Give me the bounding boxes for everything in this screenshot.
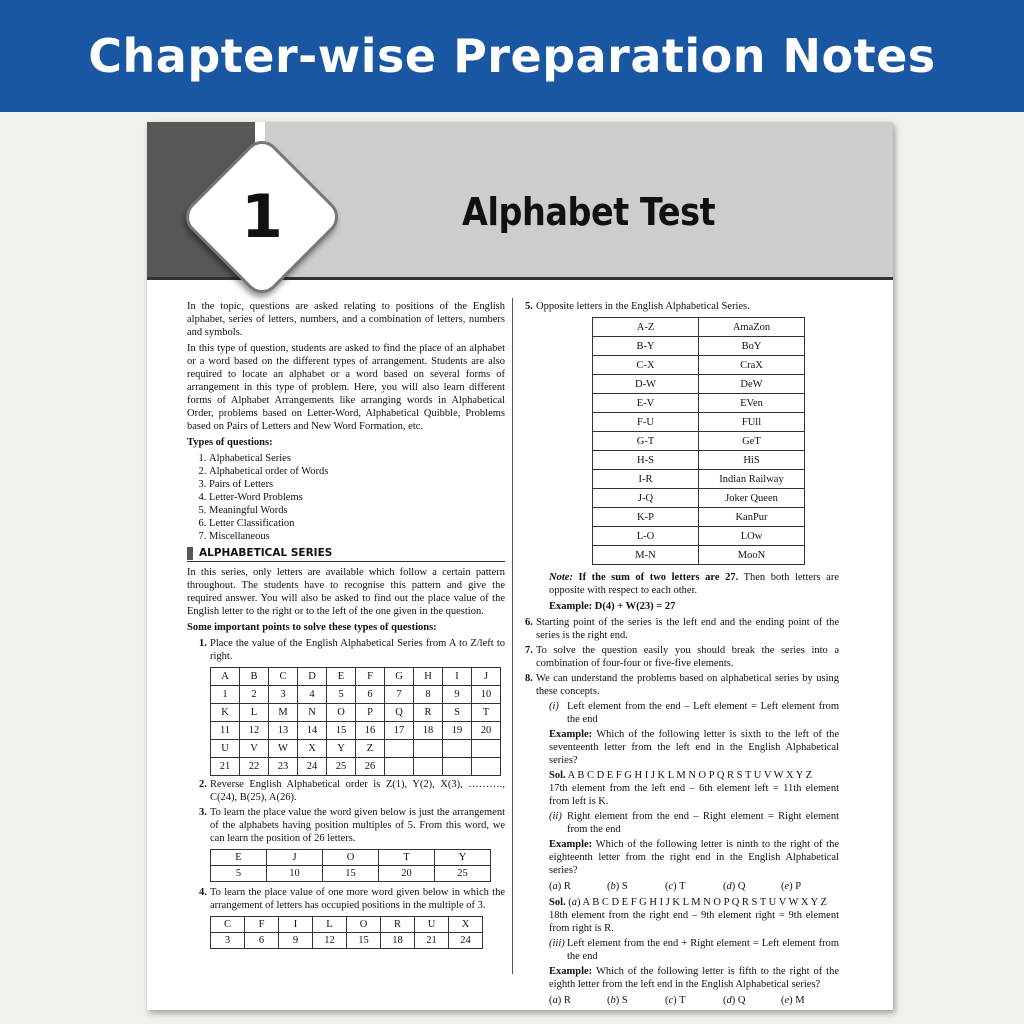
- table-cell: KanPur: [699, 508, 805, 527]
- type-item: 7. Miscellaneous: [209, 530, 505, 543]
- type-item: 3. Pairs of Letters: [209, 478, 505, 491]
- table-cell: K: [211, 704, 240, 722]
- concept-iii: (iii) Left element from the end + Right element = Left element from the end: [549, 938, 839, 962]
- table-row: [211, 722, 501, 740]
- table-cell: C-X: [593, 356, 699, 375]
- table-cell: F: [356, 668, 385, 686]
- table-cell: R: [414, 704, 443, 722]
- point-2: 2. Reverse English Alphabetical order is Z(1), Y(2), X(3), ………., C(24), B(25), A(26).: [199, 779, 505, 803]
- answer-option: (d) Q: [723, 881, 746, 892]
- table-cell: C: [211, 917, 245, 933]
- table-row: [211, 704, 501, 722]
- point-7: 7. To solve the question easily you should break the series into a combination of four-four or five-five elements.: [525, 645, 839, 669]
- answer-option: (b) S: [607, 995, 628, 1006]
- table-cell: D: [298, 668, 327, 686]
- solution-2-series: Sol. (a) A B C D E F G H I J K L M N O P Q R S T U V W X Y Z: [549, 897, 827, 908]
- table-cell: X: [449, 917, 483, 933]
- table-cell: 25: [435, 866, 491, 882]
- table-row: [211, 850, 491, 866]
- book-page: [147, 122, 893, 1010]
- table-cell: I: [443, 668, 472, 686]
- intro-paragraph-1: In the topic, questions are asked relating to positions of the English alphabet, series of letters, numbers, and a combination of letters, numbers and symbols.: [187, 301, 505, 338]
- table-cell: 5: [211, 866, 267, 882]
- section-paragraph: In this series, only letters are available which follow a certain pattern throughout. The students have to recognise this pattern and give the required answer. You will also be asked to find out the place value of the English letter to the right or to the left of the one given in the question.: [187, 567, 505, 617]
- table-cell: 13: [269, 722, 298, 740]
- table-cell: R: [381, 917, 415, 933]
- table-cell: [443, 758, 472, 776]
- table-row: [211, 866, 491, 882]
- table-cell: I: [279, 917, 313, 933]
- table-row: [593, 337, 805, 356]
- table-cell: DeW: [699, 375, 805, 394]
- answer-option: (a) R: [549, 881, 571, 892]
- table-cell: CraX: [699, 356, 805, 375]
- answer-option: (e) P: [781, 881, 802, 892]
- table-cell: [385, 758, 414, 776]
- multiples-of-5-table: [210, 849, 491, 882]
- table-cell: BoY: [699, 337, 805, 356]
- table-cell: 16: [356, 722, 385, 740]
- concept-ii: (ii) Right element from the end – Right element = Right element from the end: [549, 811, 839, 835]
- table-row: [593, 413, 805, 432]
- table-row: [593, 375, 805, 394]
- table-cell: K-P: [593, 508, 699, 527]
- types-heading: Types of questions:: [187, 437, 273, 448]
- table-cell: 9: [443, 686, 472, 704]
- note: Note: If the sum of two letters are 27. Then both letters are opposite with respect to each other.: [549, 572, 840, 596]
- note-example: Example: D(4) + W(23) = 27: [549, 601, 676, 612]
- table-cell: 20: [379, 866, 435, 882]
- table-cell: P: [356, 704, 385, 722]
- answer-option: (a) R: [549, 995, 571, 1006]
- table-cell: T: [379, 850, 435, 866]
- table-cell: 22: [240, 758, 269, 776]
- table-cell: 15: [327, 722, 356, 740]
- table-cell: 6: [356, 686, 385, 704]
- table-cell: 9: [279, 933, 313, 949]
- opposite-letters-table: [592, 317, 805, 565]
- table-cell: 24: [298, 758, 327, 776]
- table-cell: L: [313, 917, 347, 933]
- table-row: [211, 686, 501, 704]
- table-cell: H-S: [593, 451, 699, 470]
- point-1: 1. Place the value of the English Alphabetical Series from A to Z/left to right.: [199, 638, 505, 662]
- table-cell: GeT: [699, 432, 805, 451]
- table-cell: 18: [381, 933, 415, 949]
- table-cell: Y: [435, 850, 491, 866]
- table-cell: LOw: [699, 527, 805, 546]
- table-cell: S: [443, 704, 472, 722]
- table-row: [593, 489, 805, 508]
- table-cell: 6: [245, 933, 279, 949]
- answer-option: (c) T: [665, 995, 686, 1006]
- table-cell: 17: [385, 722, 414, 740]
- table-row: [593, 470, 805, 489]
- table-cell: MooN: [699, 546, 805, 565]
- table-cell: 15: [347, 933, 381, 949]
- table-cell: 23: [269, 758, 298, 776]
- table-cell: I-R: [593, 470, 699, 489]
- table-cell: 10: [472, 686, 501, 704]
- top-banner: [0, 0, 1024, 112]
- table-cell: 2: [240, 686, 269, 704]
- table-cell: 1: [211, 686, 240, 704]
- table-cell: 15: [323, 866, 379, 882]
- left-column: [187, 300, 505, 951]
- table-cell: 7: [385, 686, 414, 704]
- table-cell: M-N: [593, 546, 699, 565]
- table-cell: 12: [240, 722, 269, 740]
- intro-paragraph-2: In this type of question, students are asked to find the place of an alphabet or a word based on the different types of arrangement. Students are also required to locate an alphabet or a word based on several forms of arrangement in this type of problem. Here, you will also learn different forms of Alphabet Arrangements like arranging words in Alphabetical Order, problems based on Letter-Word, Alphabetical Quibble, Problems based on Pairs of Letters and New Word Formation, etc.: [187, 343, 505, 432]
- table-cell: 14: [298, 722, 327, 740]
- table-cell: 12: [313, 933, 347, 949]
- chapter-title: Alphabet Test: [462, 190, 716, 234]
- table-cell: L-O: [593, 527, 699, 546]
- table-cell: 21: [415, 933, 449, 949]
- table-row: [593, 546, 805, 565]
- example-1: Example: Which of the following letter is sixth to the left of the seventeenth letter from the left end in the English Alphabetical series?: [549, 729, 839, 766]
- point-8: 8. We can understand the problems based on alphabetical series by using these concepts.: [525, 673, 839, 697]
- table-cell: 4: [298, 686, 327, 704]
- example-2: Example: Which of the following letter is ninth to the right of the eighteenth letter from the right end in the English Alphabetical series?: [549, 839, 839, 876]
- alphabet-position-table: [210, 667, 501, 776]
- table-cell: 18: [414, 722, 443, 740]
- table-cell: 25: [327, 758, 356, 776]
- table-cell: Z: [356, 740, 385, 758]
- point-5: 5. Opposite letters in the English Alphabetical Series.: [525, 301, 750, 312]
- table-cell: B-Y: [593, 337, 699, 356]
- table-row: [593, 318, 805, 337]
- column-divider: [512, 298, 513, 974]
- solution-1-calc: 17th element from the left end – 6th element left = 11th element from left is K.: [549, 783, 839, 807]
- table-cell: F: [245, 917, 279, 933]
- table-cell: FUll: [699, 413, 805, 432]
- table-cell: 5: [327, 686, 356, 704]
- answer-option: (c) T: [665, 881, 686, 892]
- table-cell: 8: [414, 686, 443, 704]
- answer-option: (b) S: [607, 881, 628, 892]
- table-cell: HiS: [699, 451, 805, 470]
- solution-2-calc: 18th element from the right end – 9th element right = 9th element from right is R.: [549, 910, 839, 934]
- table-row: [211, 740, 501, 758]
- answer-option: (e) M: [781, 995, 805, 1006]
- type-item: 6. Letter Classification: [209, 517, 505, 530]
- banner-title: Chapter-wise Preparation Notes: [88, 29, 936, 83]
- multiples-of-3-table: [210, 916, 483, 949]
- table-cell: V: [240, 740, 269, 758]
- table-cell: 20: [472, 722, 501, 740]
- table-cell: A: [211, 668, 240, 686]
- point-3: 3. To learn the place value the word given below is just the arrangement of the alphabets having position multiples of 5. From this word, we can learn the position of 26 letters.: [199, 807, 505, 844]
- table-cell: 21: [211, 758, 240, 776]
- table-cell: B: [240, 668, 269, 686]
- table-row: [593, 527, 805, 546]
- table-row: [211, 933, 483, 949]
- section-heading: ALPHABETICAL SERIES: [187, 547, 505, 562]
- table-cell: 10: [267, 866, 323, 882]
- table-cell: T: [472, 704, 501, 722]
- table-cell: [472, 740, 501, 758]
- table-cell: G-T: [593, 432, 699, 451]
- table-cell: F-U: [593, 413, 699, 432]
- table-cell: 26: [356, 758, 385, 776]
- point-4: 4. To learn the place value of one more word given below in which the arrangement of letters has occupied positions in the multiple of 3.: [199, 887, 505, 911]
- table-cell: 24: [449, 933, 483, 949]
- answer-option: (d) Q: [723, 995, 746, 1006]
- table-cell: E-V: [593, 394, 699, 413]
- table-row: [593, 394, 805, 413]
- table-row: [593, 451, 805, 470]
- table-cell: [385, 740, 414, 758]
- table-cell: W: [269, 740, 298, 758]
- table-cell: O: [327, 704, 356, 722]
- points-heading: Some important points to solve these types of questions:: [187, 622, 437, 633]
- table-cell: J-Q: [593, 489, 699, 508]
- table-cell: [472, 758, 501, 776]
- table-cell: [414, 740, 443, 758]
- table-cell: [414, 758, 443, 776]
- table-cell: [443, 740, 472, 758]
- right-column: [525, 300, 839, 1010]
- table-cell: Y: [327, 740, 356, 758]
- table-cell: O: [323, 850, 379, 866]
- concept-i: (i) Left element from the end – Left element = Left element from the end: [549, 701, 839, 725]
- table-cell: 19: [443, 722, 472, 740]
- table-cell: D-W: [593, 375, 699, 394]
- table-cell: M: [269, 704, 298, 722]
- table-cell: U: [415, 917, 449, 933]
- table-cell: 3: [211, 933, 245, 949]
- type-item: 2. Alphabetical order of Words: [209, 465, 505, 478]
- solution-1-series: Sol. A B C D E F G H I J K L M N O P Q R S T U V W X Y Z: [549, 770, 813, 781]
- table-cell: O: [347, 917, 381, 933]
- type-item: 4. Letter-Word Problems: [209, 491, 505, 504]
- example-3-options: [549, 994, 839, 1007]
- table-cell: C: [269, 668, 298, 686]
- table-cell: N: [298, 704, 327, 722]
- table-cell: A-Z: [593, 318, 699, 337]
- example-3: Example: Which of the following letter is fifth to the right of the eighth letter from the left end in the English Alphabetical series?: [549, 966, 839, 990]
- table-cell: J: [267, 850, 323, 866]
- table-cell: AmaZon: [699, 318, 805, 337]
- example-2-options: [549, 880, 839, 893]
- table-cell: E: [211, 850, 267, 866]
- table-cell: Q: [385, 704, 414, 722]
- type-item: 1. Alphabetical Series: [209, 452, 505, 465]
- table-cell: Indian Railway: [699, 470, 805, 489]
- point-6: 6. Starting point of the series is the left end and the ending point of the series is the right end.: [525, 617, 839, 641]
- table-cell: X: [298, 740, 327, 758]
- table-cell: 11: [211, 722, 240, 740]
- chapter-number: 1: [241, 182, 283, 252]
- table-cell: EVen: [699, 394, 805, 413]
- table-row: [211, 668, 501, 686]
- table-row: [593, 508, 805, 527]
- table-cell: G: [385, 668, 414, 686]
- table-cell: U: [211, 740, 240, 758]
- type-item: 5. Meaningful Words: [209, 504, 505, 517]
- table-row: [593, 356, 805, 375]
- table-cell: Joker Queen: [699, 489, 805, 508]
- table-row: [211, 917, 483, 933]
- table-row: [211, 758, 501, 776]
- types-list: [187, 452, 505, 543]
- table-cell: E: [327, 668, 356, 686]
- table-cell: L: [240, 704, 269, 722]
- table-row: [593, 432, 805, 451]
- table-cell: 3: [269, 686, 298, 704]
- table-cell: H: [414, 668, 443, 686]
- table-cell: J: [472, 668, 501, 686]
